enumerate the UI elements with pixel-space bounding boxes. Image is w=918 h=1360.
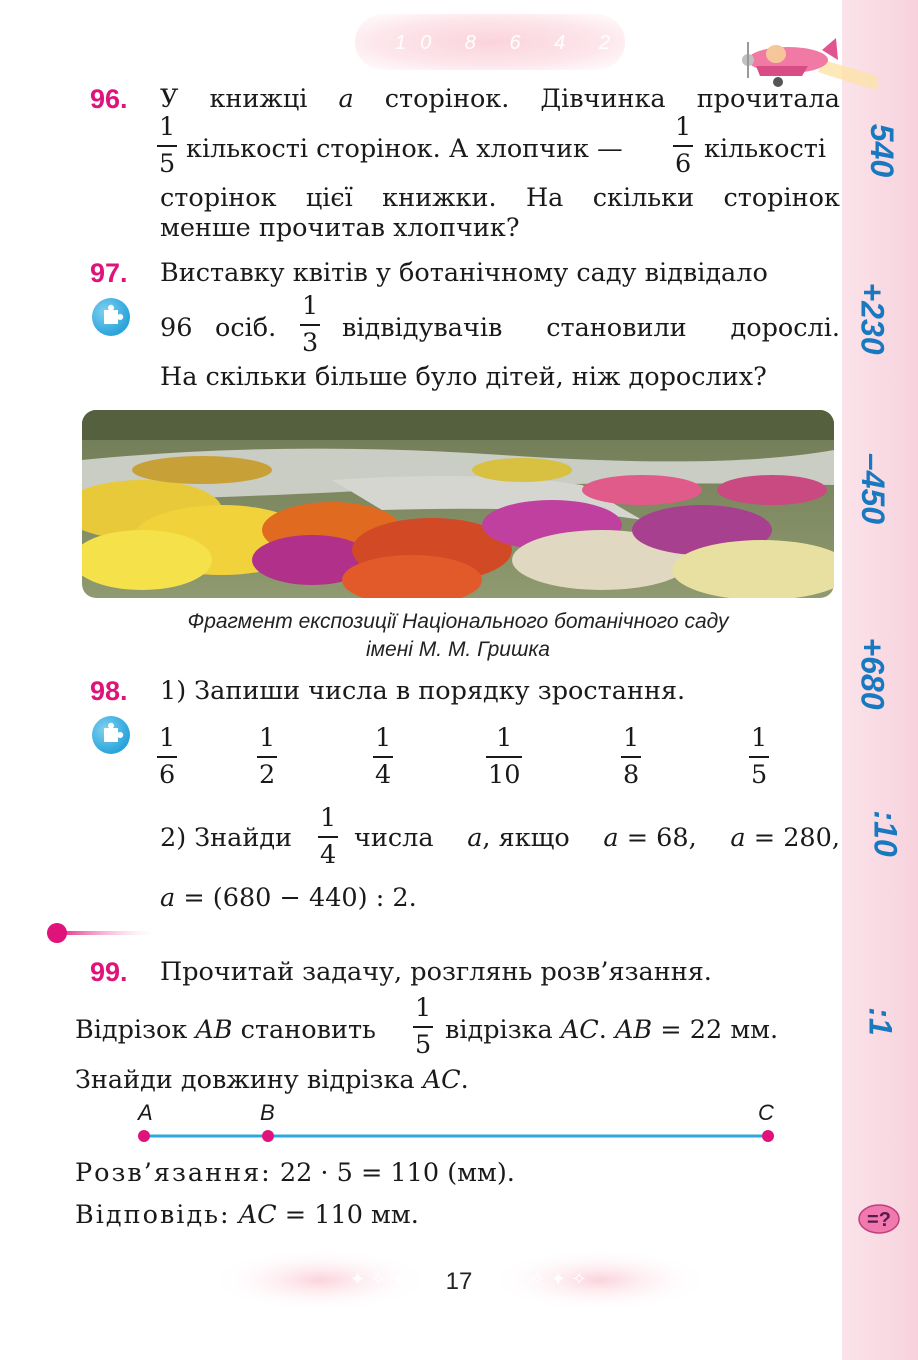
point-b xyxy=(262,1130,274,1142)
fraction-1-5: 1 5 xyxy=(415,993,432,1060)
side-number: +230 xyxy=(854,282,891,355)
task-number-96: 96. xyxy=(90,84,128,114)
side-number: –450 xyxy=(854,452,891,525)
photo-caption-line1: Фрагмент експозиції Національного ботанічного саду xyxy=(187,610,729,633)
fraction-item: 1 4 xyxy=(375,723,392,790)
fraction-item: 1 8 xyxy=(623,723,640,790)
task96-line1: У книжці a сторінок. Дівчинка прочитала xyxy=(160,84,840,114)
point-a xyxy=(138,1130,150,1142)
task97-line3: На скільки більше було дітей, ніж дорослих? xyxy=(160,362,767,392)
task-number-98: 98. xyxy=(90,676,128,706)
fraction-1-4: 1 4 xyxy=(320,803,337,870)
section-marker xyxy=(46,922,156,944)
fraction-item: 1 6 xyxy=(159,723,176,790)
fraction-1-6: 1 6 xyxy=(675,112,692,179)
side-number: +680 xyxy=(854,637,891,710)
label-c: C xyxy=(758,1100,774,1125)
botanical-garden-photo xyxy=(82,410,834,598)
svg-text:✧ ✦ ✧: ✧ ✦ ✧ xyxy=(530,1269,587,1290)
task98-part1: 1) Запиши числа в порядку зростання. xyxy=(160,676,686,706)
task97-line2a-people: осіб. xyxy=(215,313,277,343)
task99-line2: Знайди довжину відрізка AC. xyxy=(75,1065,469,1095)
task96-line2b: кількості xyxy=(704,134,827,164)
side-number: 540 xyxy=(863,123,900,178)
side-number: :10 xyxy=(867,810,904,857)
task97-line1: Виставку квітів у ботанічному саду відвідало xyxy=(160,258,768,288)
task96-line2a: кількості сторінок. А хлопчик — xyxy=(186,134,623,164)
photo-caption-line2: імені М. М. Гришка xyxy=(365,638,550,661)
task96-line4: менше прочитав хлопчик? xyxy=(160,213,520,243)
puzzle-icon xyxy=(92,298,130,336)
task98-part2-label: 2) Знайди xyxy=(160,823,293,853)
task96-line3: сторінок цієї книжки. На скільки сторінок xyxy=(160,183,840,213)
task99-solution: Розв’язання: 22 · 5 = 110 (мм). xyxy=(75,1158,515,1188)
task97-line2a-count: 96 xyxy=(160,313,193,343)
task98-part2-text: числа a, якщо a = 68, a = 280, xyxy=(354,823,840,853)
task99-answer: Відповідь: AC = 110 мм. xyxy=(75,1200,419,1230)
top-cloud-decor xyxy=(355,14,625,70)
label-b: B xyxy=(260,1100,275,1125)
task99-line1b: відрізка AC. AB = 22 мм. xyxy=(445,1015,779,1045)
fraction-1-5: 1 5 xyxy=(159,112,176,179)
fraction-1-3: 1 3 xyxy=(302,291,319,358)
task99-line1a: Відрізок AB становить xyxy=(75,1015,376,1045)
task99-intro: Прочитай задачу, розглянь розв’язання. xyxy=(160,957,712,987)
label-a: A xyxy=(138,1100,153,1125)
fraction-item: 1 5 xyxy=(751,723,768,790)
puzzle-icon xyxy=(92,716,130,754)
point-c xyxy=(762,1130,774,1142)
fraction-item: 1 2 xyxy=(259,723,276,790)
task-number-99: 99. xyxy=(90,957,128,987)
task97-line2b: відвідувачів становили дорослі. xyxy=(342,313,840,343)
question-icon[interactable] xyxy=(857,1203,901,1235)
fraction-item: 1 10 xyxy=(488,723,521,790)
top-cloud-numbers: 10 8 6 4 2 xyxy=(395,32,624,54)
side-number: :1 xyxy=(862,1007,899,1036)
segment-ac-diagram xyxy=(130,1098,790,1150)
svg-text:✦ ✧ ✦: ✦ ✧ ✦ xyxy=(350,1269,407,1290)
task98-part2-line2: a = (680 − 440) : 2. xyxy=(160,883,417,913)
question-label: =? xyxy=(867,1209,891,1231)
airplane-illustration xyxy=(738,20,878,92)
task-number-97: 97. xyxy=(90,258,128,288)
page-number: 17 xyxy=(445,1268,473,1295)
